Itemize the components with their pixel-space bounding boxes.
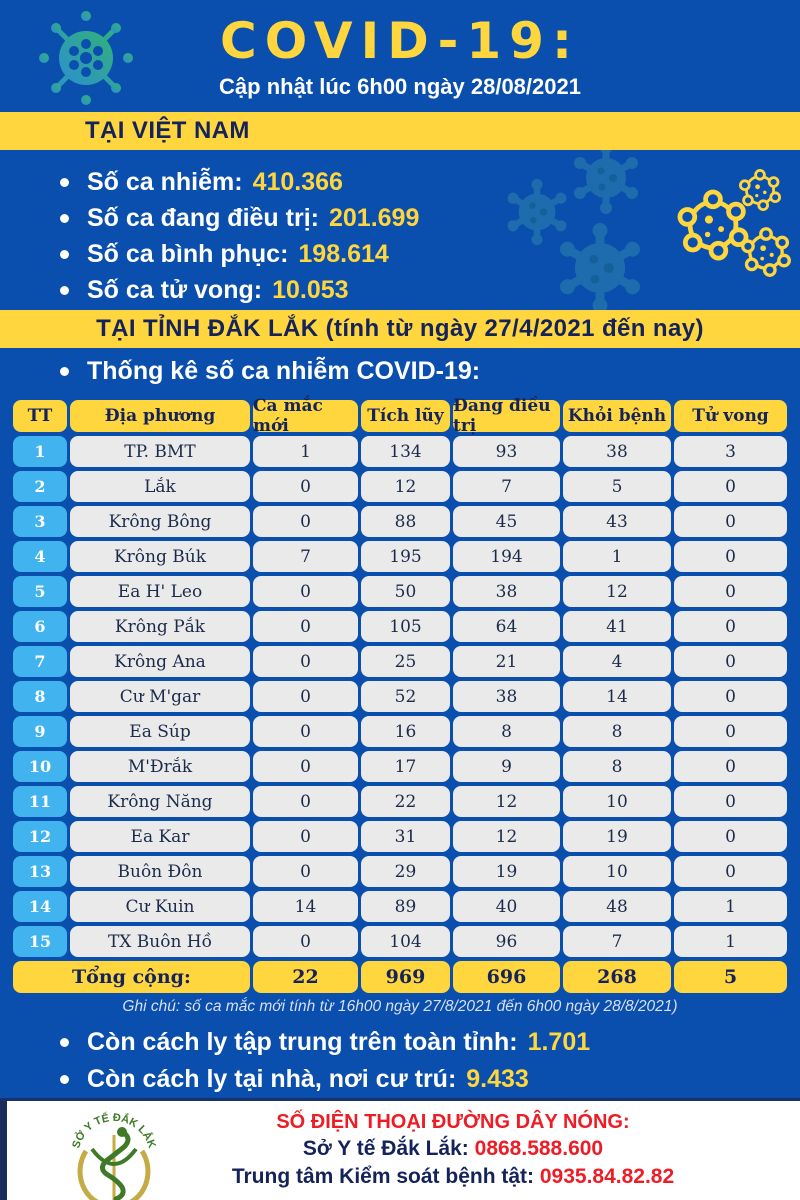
value-cell: 48 [563, 891, 671, 922]
stat-value: 10.053 [272, 276, 349, 304]
bullet-dot [60, 1075, 69, 1084]
value-cell: 31 [361, 821, 450, 852]
value-cell: 0 [253, 716, 358, 747]
value-cell: 1 [563, 541, 671, 572]
corner-strip [0, 1101, 7, 1200]
row-index-cell: 10 [13, 751, 67, 782]
value-cell: 0 [253, 821, 358, 852]
value-cell: 0 [674, 471, 787, 502]
value-cell: 10 [563, 786, 671, 817]
table-row [13, 541, 787, 572]
table-row [13, 576, 787, 607]
total-value-cell: 22 [253, 961, 358, 993]
table-row [13, 856, 787, 887]
district-name-cell: TP. BMT [70, 436, 250, 467]
value-cell: 19 [453, 856, 560, 887]
stat-value: 1.701 [527, 1028, 591, 1056]
table-row [13, 681, 787, 712]
value-cell: 16 [361, 716, 450, 747]
table-row [13, 471, 787, 502]
value-cell: 194 [453, 541, 560, 572]
value-cell: 45 [453, 506, 560, 537]
bullet-dot [60, 214, 69, 223]
column-header: Đang điều trị [453, 400, 560, 432]
bullet-dot [60, 178, 69, 187]
district-name-cell: Krông Năng [70, 786, 250, 817]
value-cell: 0 [253, 506, 358, 537]
value-cell: 10 [563, 856, 671, 887]
stat-label: Còn cách ly tại nhà, nơi cư trú: [87, 1065, 457, 1093]
header [0, 0, 800, 112]
column-header: Địa phương [70, 400, 250, 432]
hotline-label-1: Sở Y tế Đắk Lắk: [302, 1137, 469, 1160]
column-header: Tử vong [674, 400, 787, 432]
bullet-dot [60, 367, 69, 376]
table-row [13, 506, 787, 537]
stat-value: 201.699 [328, 204, 420, 232]
value-cell: 0 [253, 786, 358, 817]
row-index-cell: 3 [13, 506, 67, 537]
column-header: TT [13, 400, 67, 432]
value-cell: 89 [361, 891, 450, 922]
value-cell: 0 [253, 926, 358, 957]
value-cell: 12 [453, 821, 560, 852]
value-cell: 1 [674, 891, 787, 922]
stat-item [60, 1061, 800, 1098]
table-footnote: Ghi chú: số ca mắc mới tính từ 16h00 ngày 27/8/2021 đến 6h00 ngày 28/8/2021) [122, 998, 678, 1015]
value-cell: 0 [253, 471, 358, 502]
value-cell: 43 [563, 506, 671, 537]
value-cell: 8 [453, 716, 560, 747]
covid-cases-table [13, 396, 787, 993]
value-cell: 8 [563, 751, 671, 782]
value-cell: 0 [674, 646, 787, 677]
total-label-cell: Tổng cộng: [13, 961, 250, 993]
row-index-cell: 11 [13, 786, 67, 817]
value-cell: 0 [253, 681, 358, 712]
value-cell: 0 [253, 856, 358, 887]
hotline-line-2 [166, 1163, 740, 1191]
value-cell: 0 [253, 646, 358, 677]
table-row [13, 891, 787, 922]
value-cell: 0 [253, 576, 358, 607]
value-cell: 64 [453, 611, 560, 642]
value-cell: 29 [361, 856, 450, 887]
value-cell: 88 [361, 506, 450, 537]
table-intro-label: Thống kê số ca nhiễm COVID-19: [87, 356, 481, 385]
row-index-cell: 2 [13, 471, 67, 502]
district-name-cell: M'Đrắk [70, 751, 250, 782]
table-body [13, 436, 787, 957]
value-cell: 38 [453, 681, 560, 712]
snake-staff-icon [80, 1127, 148, 1200]
value-cell: 105 [361, 611, 450, 642]
district-name-cell: Ea Kar [70, 821, 250, 852]
table-row [13, 926, 787, 957]
stat-label: Số ca tử vong: [87, 276, 263, 304]
value-cell: 0 [674, 786, 787, 817]
update-timestamp: Cập nhật lúc 6h00 ngày 28/08/2021 [219, 74, 581, 99]
hotline-phone-1: 0868.588.600 [474, 1137, 604, 1160]
vietnam-stats-section [0, 150, 800, 310]
value-cell: 22 [361, 786, 450, 817]
stat-item [60, 200, 800, 236]
value-cell: 7 [563, 926, 671, 957]
value-cell: 5 [563, 471, 671, 502]
footer [0, 1098, 800, 1200]
column-header: Khỏi bệnh [563, 400, 671, 432]
quarantine-stats-section [0, 1016, 800, 1098]
value-cell: 0 [674, 576, 787, 607]
column-header: Tích lũy [361, 400, 450, 432]
total-value-cell: 5 [674, 961, 787, 993]
value-cell: 7 [253, 541, 358, 572]
row-index-cell: 15 [13, 926, 67, 957]
value-cell: 0 [253, 611, 358, 642]
value-cell: 0 [674, 506, 787, 537]
value-cell: 40 [453, 891, 560, 922]
table-intro-row [0, 348, 800, 394]
row-index-cell: 13 [13, 856, 67, 887]
stat-item [60, 272, 800, 308]
total-value-cell: 268 [563, 961, 671, 993]
value-cell: 8 [563, 716, 671, 747]
table-row [13, 821, 787, 852]
value-cell: 93 [453, 436, 560, 467]
value-cell: 12 [361, 471, 450, 502]
row-index-cell: 12 [13, 821, 67, 852]
row-index-cell: 5 [13, 576, 67, 607]
table-row [13, 436, 787, 467]
row-index-cell: 8 [13, 681, 67, 712]
value-cell: 38 [563, 436, 671, 467]
stat-value: 410.366 [252, 168, 343, 196]
table-row [13, 716, 787, 747]
stat-item [60, 1024, 800, 1061]
stat-value: 198.614 [298, 240, 389, 268]
row-index-cell: 14 [13, 891, 67, 922]
page-title: COVID-19: [220, 12, 580, 70]
value-cell: 19 [563, 821, 671, 852]
value-cell: 25 [361, 646, 450, 677]
hotline-phone-2: 0935.84.82.82 [539, 1165, 675, 1188]
value-cell: 38 [453, 576, 560, 607]
value-cell: 12 [453, 786, 560, 817]
value-cell: 0 [253, 751, 358, 782]
value-cell: 21 [453, 646, 560, 677]
value-cell: 41 [563, 611, 671, 642]
column-header: Ca mắc mới [253, 400, 358, 432]
logo-arched-text: SỞ Y TẾ ĐẮK LẮK [70, 1111, 158, 1150]
total-value-cell: 969 [361, 961, 450, 993]
quarantine-stats-list [0, 1016, 800, 1098]
vietnam-stats-list [0, 150, 800, 308]
row-index-cell: 1 [13, 436, 67, 467]
district-name-cell: Ea Súp [70, 716, 250, 747]
health-department-logo [62, 1105, 166, 1200]
value-cell: 17 [361, 751, 450, 782]
value-cell: 9 [453, 751, 560, 782]
stat-value: 9.433 [466, 1065, 529, 1093]
district-name-cell: Buôn Đôn [70, 856, 250, 887]
vietnam-section-banner [0, 112, 800, 150]
daklak-section-banner [0, 310, 800, 348]
vietnam-banner-label: TẠI VIỆT NAM [85, 117, 250, 144]
value-cell: 50 [361, 576, 450, 607]
hotline-label-2: Trung tâm Kiểm soát bệnh tật: [231, 1165, 535, 1188]
stat-label: Còn cách ly tập trung trên toàn tỉnh: [87, 1028, 518, 1056]
value-cell: 195 [361, 541, 450, 572]
bullet-dot [60, 286, 69, 295]
value-cell: 7 [453, 471, 560, 502]
value-cell: 0 [674, 541, 787, 572]
row-index-cell: 9 [13, 716, 67, 747]
value-cell: 12 [563, 576, 671, 607]
value-cell: 14 [563, 681, 671, 712]
value-cell: 0 [674, 681, 787, 712]
district-name-cell: Krông Ana [70, 646, 250, 677]
value-cell: 14 [253, 891, 358, 922]
value-cell: 134 [361, 436, 450, 467]
value-cell: 0 [674, 611, 787, 642]
table-row [13, 611, 787, 642]
bullet-dot [60, 1038, 69, 1047]
district-name-cell: Cư M'gar [70, 681, 250, 712]
total-value-cell: 696 [453, 961, 560, 993]
stat-item [60, 164, 800, 200]
table-row [13, 786, 787, 817]
district-name-cell: TX Buôn Hồ [70, 926, 250, 957]
stat-label: Số ca bình phục: [87, 240, 289, 268]
value-cell: 0 [674, 821, 787, 852]
row-index-cell: 4 [13, 541, 67, 572]
district-name-cell: Lắk [70, 471, 250, 502]
stat-item [60, 236, 800, 272]
coronavirus-icon [36, 8, 136, 108]
hotline-title: SỐ ĐIỆN THOẠI ĐƯỜNG DÂY NÓNG: [276, 1111, 630, 1133]
stat-label: Số ca đang điều trị: [87, 204, 319, 232]
district-name-cell: Ea H' Leo [70, 576, 250, 607]
table-row [13, 751, 787, 782]
stat-label: Số ca nhiễm: [87, 168, 243, 196]
district-name-cell: Krông Bông [70, 506, 250, 537]
bullet-dot [60, 250, 69, 259]
district-name-cell: Krông Pắk [70, 611, 250, 642]
value-cell: 104 [361, 926, 450, 957]
row-index-cell: 6 [13, 611, 67, 642]
value-cell: 0 [674, 716, 787, 747]
table-row [13, 646, 787, 677]
value-cell: 96 [453, 926, 560, 957]
district-name-cell: Cư Kuin [70, 891, 250, 922]
value-cell: 0 [674, 856, 787, 887]
value-cell: 4 [563, 646, 671, 677]
district-name-cell: Krông Búk [70, 541, 250, 572]
value-cell: 3 [674, 436, 787, 467]
hotline-block [166, 1101, 800, 1191]
table-total-row [13, 961, 787, 993]
table-header-row [13, 396, 787, 436]
hotline-line-1 [166, 1135, 740, 1163]
value-cell: 52 [361, 681, 450, 712]
value-cell: 1 [674, 926, 787, 957]
row-index-cell: 7 [13, 646, 67, 677]
value-cell: 1 [253, 436, 358, 467]
value-cell: 0 [674, 751, 787, 782]
daklak-banner-label: TẠI TỈNH ĐẮK LẮK (tính từ ngày 27/4/2021 đến nay) [96, 315, 704, 342]
